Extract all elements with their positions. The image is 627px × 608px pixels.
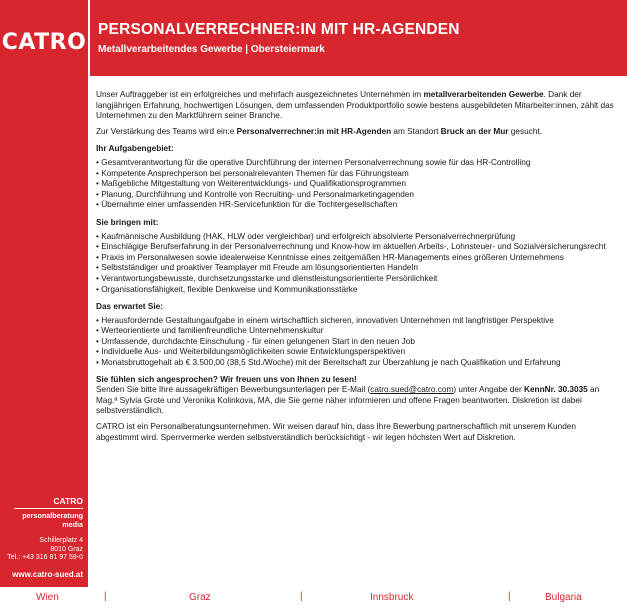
- location-separator: |: [300, 591, 303, 602]
- location-graz: Graz: [189, 592, 211, 603]
- tasks-list: [96, 158, 618, 211]
- position-text-end: gesucht.: [508, 126, 542, 136]
- company-block: [0, 496, 83, 529]
- list-item: • Werteorientierte und familienfreundliche Unternehmenskultur: [96, 326, 618, 337]
- offer-list: [96, 316, 618, 369]
- intro-paragraph: [96, 90, 618, 122]
- company-sub-2: media: [62, 520, 83, 529]
- list-item: • Gesamtverantwortung für die operative Durchführung der internen Personalverrechnung sowie für das HR-Controlling: [96, 158, 618, 169]
- list-item: • Kaufmännische Ausbildung (HAK, HLW oder vergleichbar) und erfolgreich absolvierte Personalverrechnerprüfung: [96, 232, 618, 243]
- company-name: CATRO: [53, 496, 83, 506]
- website-link[interactable]: www.catro-sued.at: [12, 570, 83, 579]
- locations-bar: [0, 591, 627, 608]
- position-name: Personalverrechner:in mit HR-Agenden: [236, 126, 392, 136]
- list-item: • Herausfordernde Gestaltungaufgabe in einem wirtschaftlich sicheren, innovativen Unternehmen mit langfristiger Perspektive: [96, 316, 618, 327]
- address-street: Schillerplatz 4: [39, 537, 83, 544]
- location-wien: Wien: [36, 592, 59, 603]
- requirements-heading: Sie bringen mit:: [96, 217, 159, 227]
- list-item: • Organisationsfähigkeit, flexible Denkweise und Kommunikationsstärke: [96, 285, 618, 296]
- position-text: Zur Verstärkung des Teams wird ein:e: [96, 126, 237, 136]
- application-paragraph: [96, 385, 618, 417]
- intro-text-end: . Dank der langjährigen Erfahrung, hochwertigen Lösungen, dem umfassenden Produktportfolio sowie bestens ausgebildeten Mitarbeiter:innen, zählt das Unternehmen zu den Marktführern seiner Branche.: [96, 90, 614, 121]
- list-item: • Selbstständiger und proaktiver Teamplayer mit Freude am lösungsorientierten Handeln: [96, 263, 618, 274]
- list-item: • Planung, Durchführung und Kontrolle von Recruiting- und Personalmarketingagenden: [96, 190, 618, 201]
- list-item: • Maßgebliche Mitgestaltung von Weiterentwicklungs- und Qualifikationsprogrammen: [96, 179, 618, 190]
- catro-logo: CATRO: [1, 30, 87, 55]
- requirements-list: [96, 232, 618, 296]
- intro-text: Unser Auftraggeber ist ein erfolgreiches und mehrfach ausgezeichnetes Unternehmen im: [96, 90, 424, 99]
- closing-heading: Sie fühlen sich angesprochen? Wir freuen uns von Ihnen zu lesen!: [96, 374, 357, 384]
- sidebar: [0, 0, 88, 587]
- company-divider: [14, 508, 83, 509]
- company-sub-1: personalberatung: [22, 511, 83, 520]
- list-item: • Praxis im Personalwesen sowie idealerweise Kenntnisse eines zeitgemäßen HR-Managements eines größeren Unternehmens: [96, 253, 618, 264]
- application-text: Senden Sie bitte Ihre aussagekräftigen Bewerbungsunterlagen per E-Mail (: [96, 385, 371, 395]
- reference-number: KennNr. 30.3035: [524, 385, 588, 395]
- location-separator: |: [104, 591, 107, 602]
- list-item: • Einschlägige Berufserfahrung in der Personalverrechnung und Know-how im aktuellen Arbeits-, Lohnsteuer- und Sozialversicherungsrecht: [96, 242, 618, 253]
- location-separator: |: [508, 591, 511, 602]
- email-link[interactable]: catro.sued@catro.com: [370, 385, 454, 395]
- list-item: • Umfassende, durchdachte Einschulung - für einen gelungenen Start in den neuen Job: [96, 337, 618, 348]
- job-description: [96, 90, 618, 448]
- job-subtitle: Metallverarbeitendes Gewerbe | Obersteiermark: [98, 44, 325, 55]
- position-location: Bruck an der Mur: [440, 126, 509, 136]
- application-text-mid: ) unter Angabe der: [453, 385, 525, 395]
- tasks-heading: Ihr Aufgabengebiet:: [96, 144, 174, 154]
- offer-heading: Das erwartet Sie:: [96, 302, 163, 312]
- location-innsbruck: Innsbruck: [370, 592, 414, 603]
- address-phone: Tel.: +43 316 81 97 59-0: [7, 554, 83, 562]
- list-item: • Verantwortungsbewusste, durchsetzungsstarke und dienstleistungsorientierte Persönlichkeit: [96, 274, 618, 285]
- list-item: • Kompetente Ansprechperson bei personalrelevanten Themen für das Führungsteam: [96, 169, 618, 180]
- list-item: • Individuelle Aus- und Weiterbildungsmöglichkeiten sowie Entwicklungsperspektiven: [96, 347, 618, 358]
- location-bulgaria: Bulgaria: [545, 592, 582, 603]
- disclaimer-paragraph: CATRO ist ein Personalberatungsunternehmen. Wir weisen darauf hin, dass Ihre Bewerbung partnerschaftlich mit unserem Kunden abgestimmt wird. Sperrvermerke werden selbstverständlich berücksichtigt - wir legen höchsten Wert auf Diskretion.: [96, 422, 576, 442]
- position-text-mid: am Standort: [391, 126, 441, 136]
- job-title: PERSONALVERRECHNER:IN MIT HR-AGENDEN: [98, 21, 460, 38]
- address-city: 8010 Graz: [50, 545, 83, 553]
- header-divider: [88, 0, 90, 76]
- list-item: • Monatsbruttogehalt ab € 3.500,00 (38,5 Std./Woche) mit der Bereitschaft zur Überzahlung je nach Qualifikation und Erfahrung: [96, 358, 618, 369]
- application-text-end: an Mag.ª Sylvia Grote und Veronika Kolinkova, MA, die Sie gerne näher informieren und offene Fragen beantworten. Diskretion ist dabei selbstverständlich.: [96, 385, 600, 416]
- intro-industry: metallverarbeitenden Gewerbe: [423, 90, 544, 99]
- company-address: [0, 537, 83, 563]
- position-paragraph: [96, 127, 618, 138]
- list-item: • Übernahme einer umfassenden HR-Servicefunktion für die Tochtergesellschaften: [96, 200, 618, 211]
